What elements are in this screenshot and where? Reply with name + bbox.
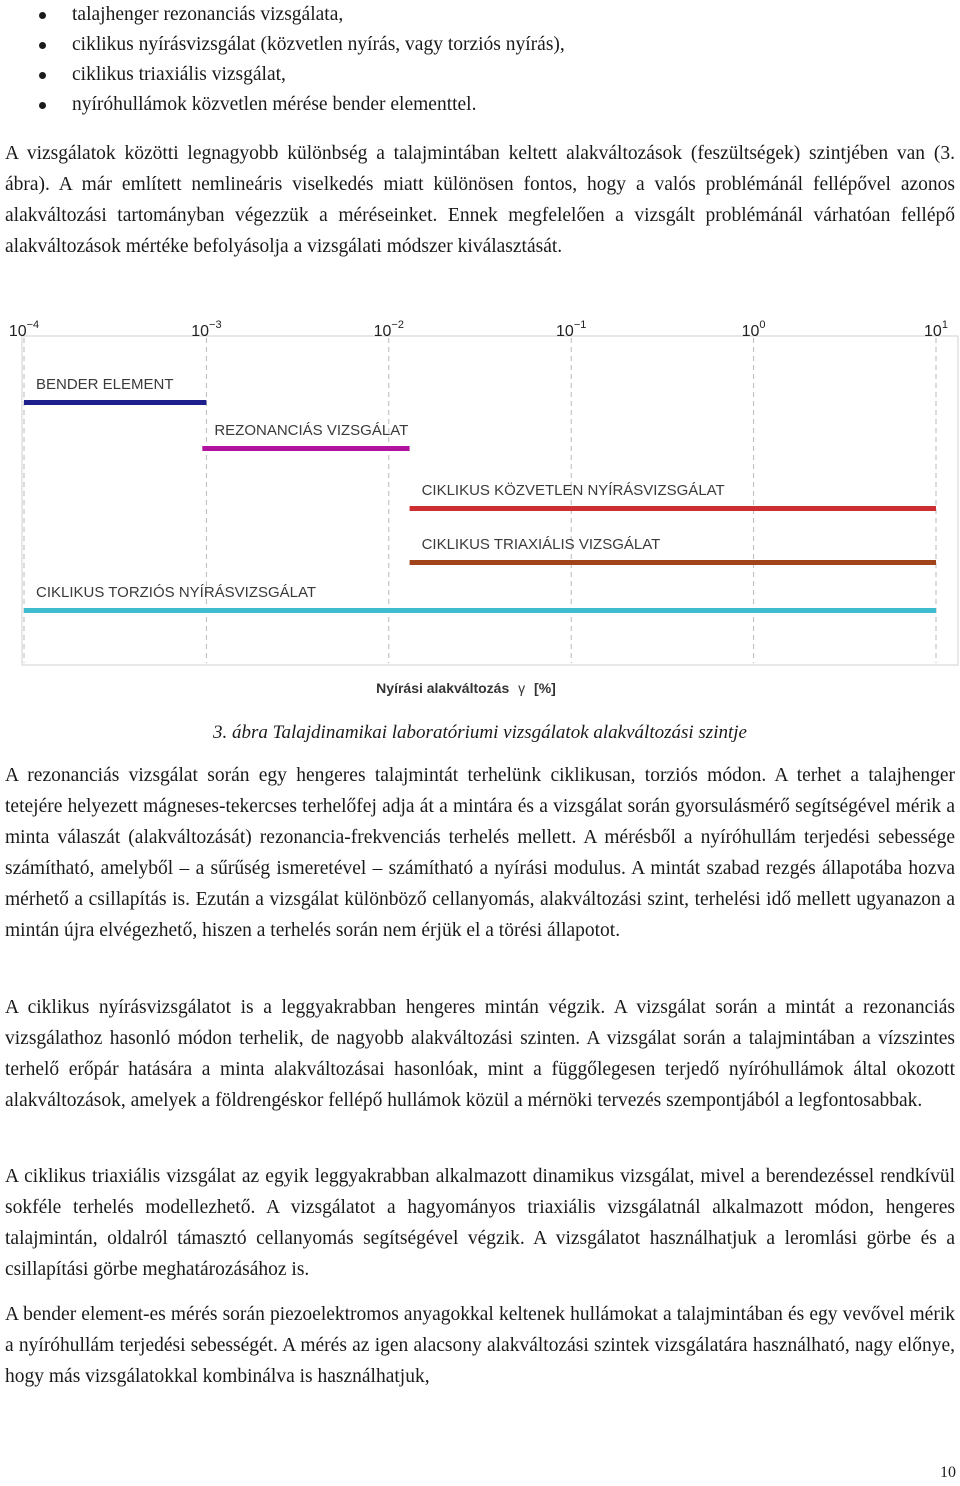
figure-caption: 3. ábra Talajdinamikai laboratóriumi vizsgálatok alakváltozási szintje	[213, 722, 747, 743]
x-tick-base: 10	[924, 323, 942, 340]
x-axis-label-text: Nyírási alakváltozás	[376, 680, 510, 696]
series-label: REZONANCIÁS VIZSGÁLAT	[214, 422, 409, 439]
list-item	[0, 0, 960, 30]
x-tick-exponent: −3	[209, 319, 222, 331]
paragraph-strain-levels: A vizsgálatok közötti legnagyobb különbség a talajmintában keltett alakváltozások (feszültségek) szintjében van (3. ábra). A már említett nemlineáris viselkedés miatt különösen fontos, hogy a valós problémánál fellépővel azonos alakváltozási tartományban végezzük a méréseinket. Ennek megfelelően a vizsgált problémánál várhatóan fellépő alakváltozások mértéke befolyásolja a vizsgálati módszer kiválasztását.	[5, 143, 955, 257]
series-label: CIKLIKUS KÖZVETLEN NYÍRÁSVIZSGÁLAT	[421, 482, 725, 499]
paragraph-cyclic-shear: A ciklikus nyírásvizsgálatot is a leggyakrabban hengeres mintán végzik. A vizsgálat során a mintát a rezonanciás vizsgálathoz hasonló módon terhelik, de nagyobb alakváltozási szinten. A vizsgálat során a talajmintában a vízszintes terhelő erőpár hatására a minta alakváltozásai hasonlóak, mint a függőlegesen terjedő nyíróhullámok által okozott alakváltozások, amelyek a földrengéskor fellépő hullámok közül a mérnöki tervezés szempontjából a legfontosabbak.	[5, 997, 955, 1111]
x-tick-base: 10	[191, 323, 210, 340]
paragraph-cyclic-triaxial: A ciklikus triaxiális vizsgálat az egyik leggyakrabban alkalmazott dinamikus vizsgálat, mivel a berendezéssel rendkívül sokféle terhelés modellezhető. A vizsgálatot a hagyományos triaxiális vizsgálatnál alkalmazott módon, hengeres talajmintán, oldalról támasztó cellanyomás segítségével végzik. A vizsgálatot használhatjuk a leromlási görbe és a csillapítási görbe meghatározásához is.	[5, 1166, 955, 1280]
list-item-text: talajhenger rezonanciás vizsgálata,	[72, 4, 344, 25]
series-range-bar	[410, 506, 936, 511]
list-item	[0, 60, 960, 90]
x-tick-exponent: 0	[759, 319, 766, 331]
bullet-icon	[39, 42, 46, 49]
x-tick-base: 10	[373, 323, 392, 340]
paragraph-bender-element: A bender element-es mérés során piezoelektromos anyagokkal keltenek hullámokat a talajmintában és egy vevővel mérik a nyíróhullám terjedési sebességét. A mérés az igen alacsony alakváltozási szintek vizsgálatára használható, nagy előnye, hogy más vizsgálatokkal kombinálva is használhatjuk,	[5, 1304, 955, 1387]
x-tick-base: 10	[741, 323, 760, 340]
x-tick-base: 10	[556, 323, 574, 340]
x-axis-label	[376, 680, 556, 696]
x-axis-label-unit: [%]	[534, 680, 556, 696]
bullet-icon	[39, 72, 46, 79]
paragraph-resonant-column: A rezonanciás vizsgálat során egy hengeres talajmintát terhelünk ciklikusan, torziós módon. A terhet a talajhenger tetejére helyezett mágneses-tekercses terhelőfej adja át a mintára és a vizsgálat során gyorsulásmérő segítségével mérik a minta válaszát (alakváltozását) rezonancia-frekvenciás terhelés mellett. A mérésből a nyíróhullám terjedési sebessége számítható, amelyből – a sűrűség ismeretével – számítható a nyírási modulus. A mintát szabad rezgés állapotába hozva mérhető a csillapítás is. Ezután a vizsgálat különböző cellanyomás, alakváltozási szint, terhelési idő mellett ugyanazon a mintán újra elvégezhető, hiszen a terhelés során nem érjük el a törési állapotot.	[5, 765, 955, 941]
strain-level-chart	[0, 308, 960, 708]
series-range-bar	[410, 560, 936, 565]
bullet-icon	[39, 12, 46, 19]
series-range-bar	[202, 446, 409, 451]
x-tick-exponent: −4	[26, 319, 40, 331]
list-item-text: ciklikus nyírásvizsgálat (közvetlen nyírás, vagy torziós nyírás),	[72, 34, 565, 55]
x-tick-exponent: −1	[573, 319, 587, 331]
series-range-bar	[24, 608, 936, 613]
list-item-text: nyíróhullámok közvetlen mérése bender elementtel.	[72, 94, 477, 115]
test-methods-list	[0, 0, 960, 120]
series-label: BENDER ELEMENT	[36, 376, 174, 393]
x-axis-label-symbol: γ	[518, 680, 526, 696]
series-label: CIKLIKUS TORZIÓS NYÍRÁSVIZSGÁLAT	[36, 584, 317, 601]
x-tick-base: 10	[8, 323, 27, 340]
list-item	[0, 30, 960, 60]
page-number: 10	[940, 1464, 956, 1481]
list-item	[0, 90, 960, 120]
x-tick-exponent: −2	[391, 319, 404, 331]
bullet-icon	[39, 102, 46, 109]
series-range-bar	[24, 400, 206, 405]
series-label: CIKLIKUS TRIAXIÁLIS VIZSGÁLAT	[421, 536, 661, 553]
list-item-text: ciklikus triaxiális vizsgálat,	[72, 64, 286, 85]
x-tick-exponent: 1	[941, 319, 948, 331]
